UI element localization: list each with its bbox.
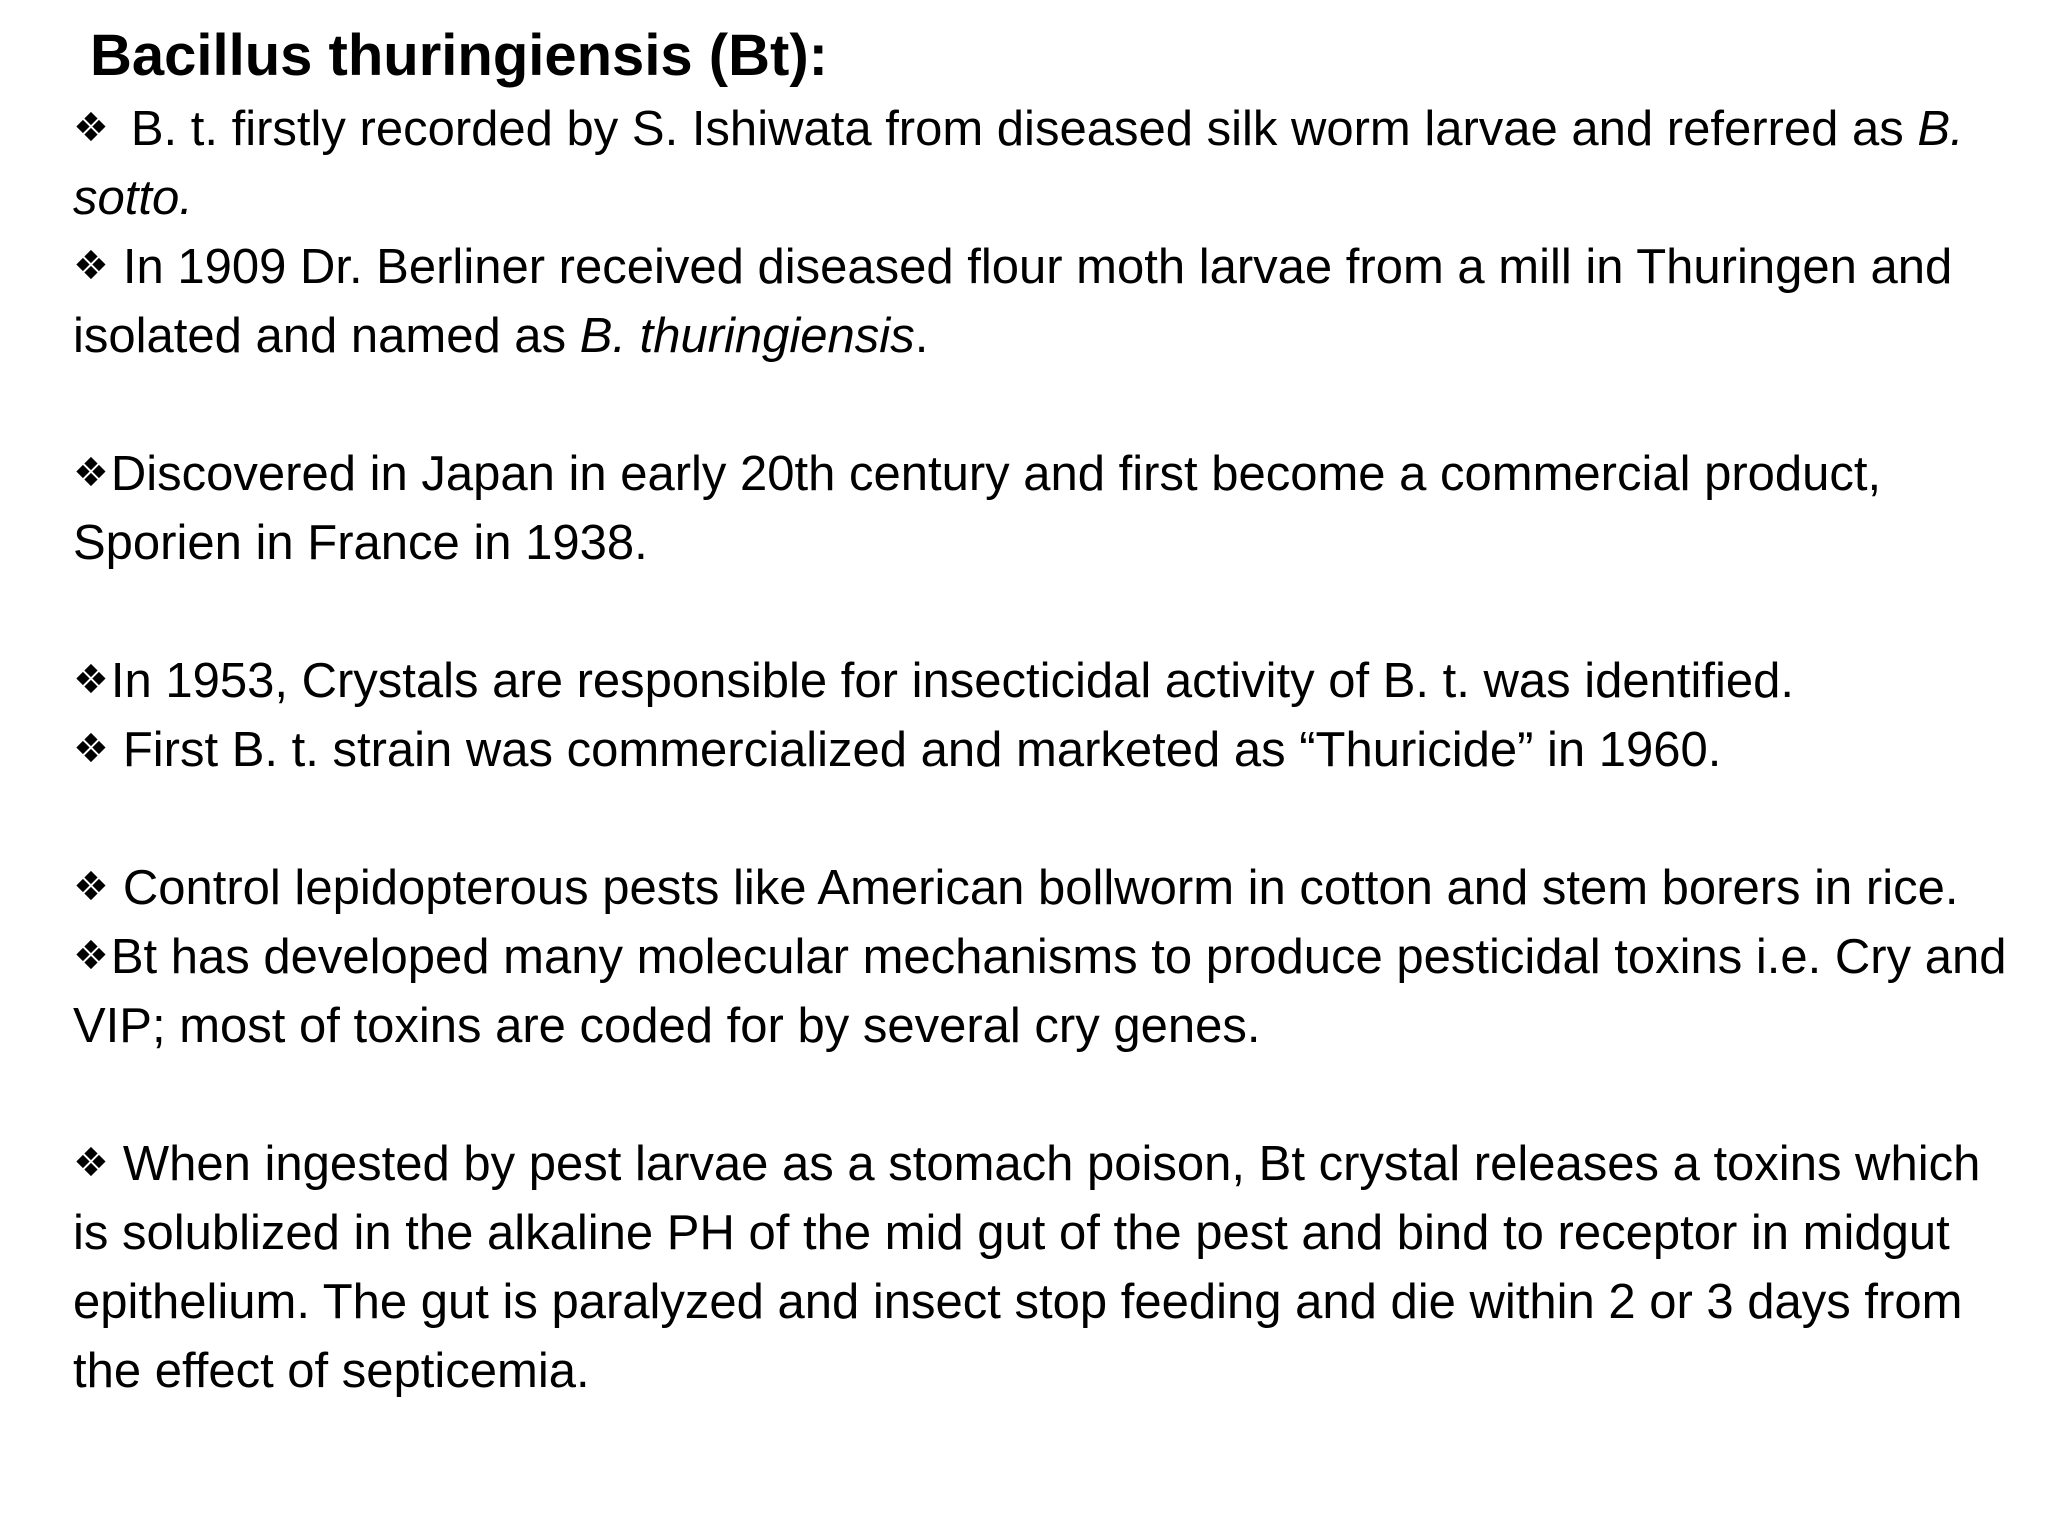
paragraph-text: When ingested by pest larvae as a stomach poison, Bt crystal releases a toxins which is solublized in the alkaline PH of the mid gut of the pest and bind to receptor in midgut epithelium. The gut is paralyzed and insect stop feeding and die within 2 or 3 days from the effect of septicemia.: [73, 1137, 1981, 1398]
bullet-paragraph-6: [73, 854, 2023, 923]
spacer: [73, 578, 2023, 647]
paragraph-text-end: .: [914, 309, 929, 363]
diamond-bullet-icon: ❖: [73, 864, 109, 910]
bullet-paragraph-7: [73, 923, 2023, 1061]
bullet-paragraph-3: [73, 440, 2023, 578]
diamond-bullet-icon: ❖: [73, 1140, 109, 1186]
paragraph-text: In 1909 Dr. Berliner received diseased flour moth larvae from a mill in Thuringen and isolated and named as: [73, 240, 1953, 363]
diamond-bullet-icon: ❖: [73, 243, 109, 289]
bullet-paragraph-2: [73, 233, 2023, 371]
bullet-paragraph-4: [73, 647, 2023, 716]
paragraph-text: Bt has developed many molecular mechanisms to produce pesticidal toxins i.e. Cry and VIP; most of toxins are coded for by several cry genes.: [73, 930, 2007, 1053]
paragraph-text: B. t. firstly recorded by S. Ishiwata from diseased silk worm larvae and referred as: [130, 102, 1918, 156]
diamond-bullet-icon: ❖: [73, 657, 109, 703]
paragraph-text: First B. t. strain was commercialized and marketed as “Thuricide” in 1960.: [122, 723, 1722, 777]
bullet-paragraph-8: [73, 1130, 2023, 1406]
spacer: [73, 1061, 2023, 1130]
paragraph-text: In 1953, Crystals are responsible for insecticidal activity of B. t. was identified.: [110, 654, 1794, 708]
spacer: [73, 371, 2023, 440]
spacer: [73, 785, 2023, 854]
diamond-bullet-icon: ❖: [73, 726, 109, 772]
species-name: B. sotto.: [73, 102, 1964, 225]
paragraph-text: Discovered in Japan in early 20th century and first become a commercial product, Sporien in France in 1938.: [73, 447, 1882, 570]
diamond-bullet-icon: ❖: [73, 450, 109, 496]
bullet-paragraph-1: [73, 95, 2023, 233]
slide-body: [73, 95, 2023, 1406]
paragraph-text: Control lepidopterous pests like American bollworm in cotton and stem borers in rice.: [122, 861, 1959, 915]
diamond-bullet-icon: ❖: [73, 933, 109, 979]
bullet-paragraph-5: [73, 716, 2023, 785]
slide-title: Bacillus thuringiensis (Bt):: [90, 23, 828, 88]
diamond-bullet-icon: ❖: [73, 105, 109, 151]
species-name: B. thuringiensis: [579, 309, 915, 363]
